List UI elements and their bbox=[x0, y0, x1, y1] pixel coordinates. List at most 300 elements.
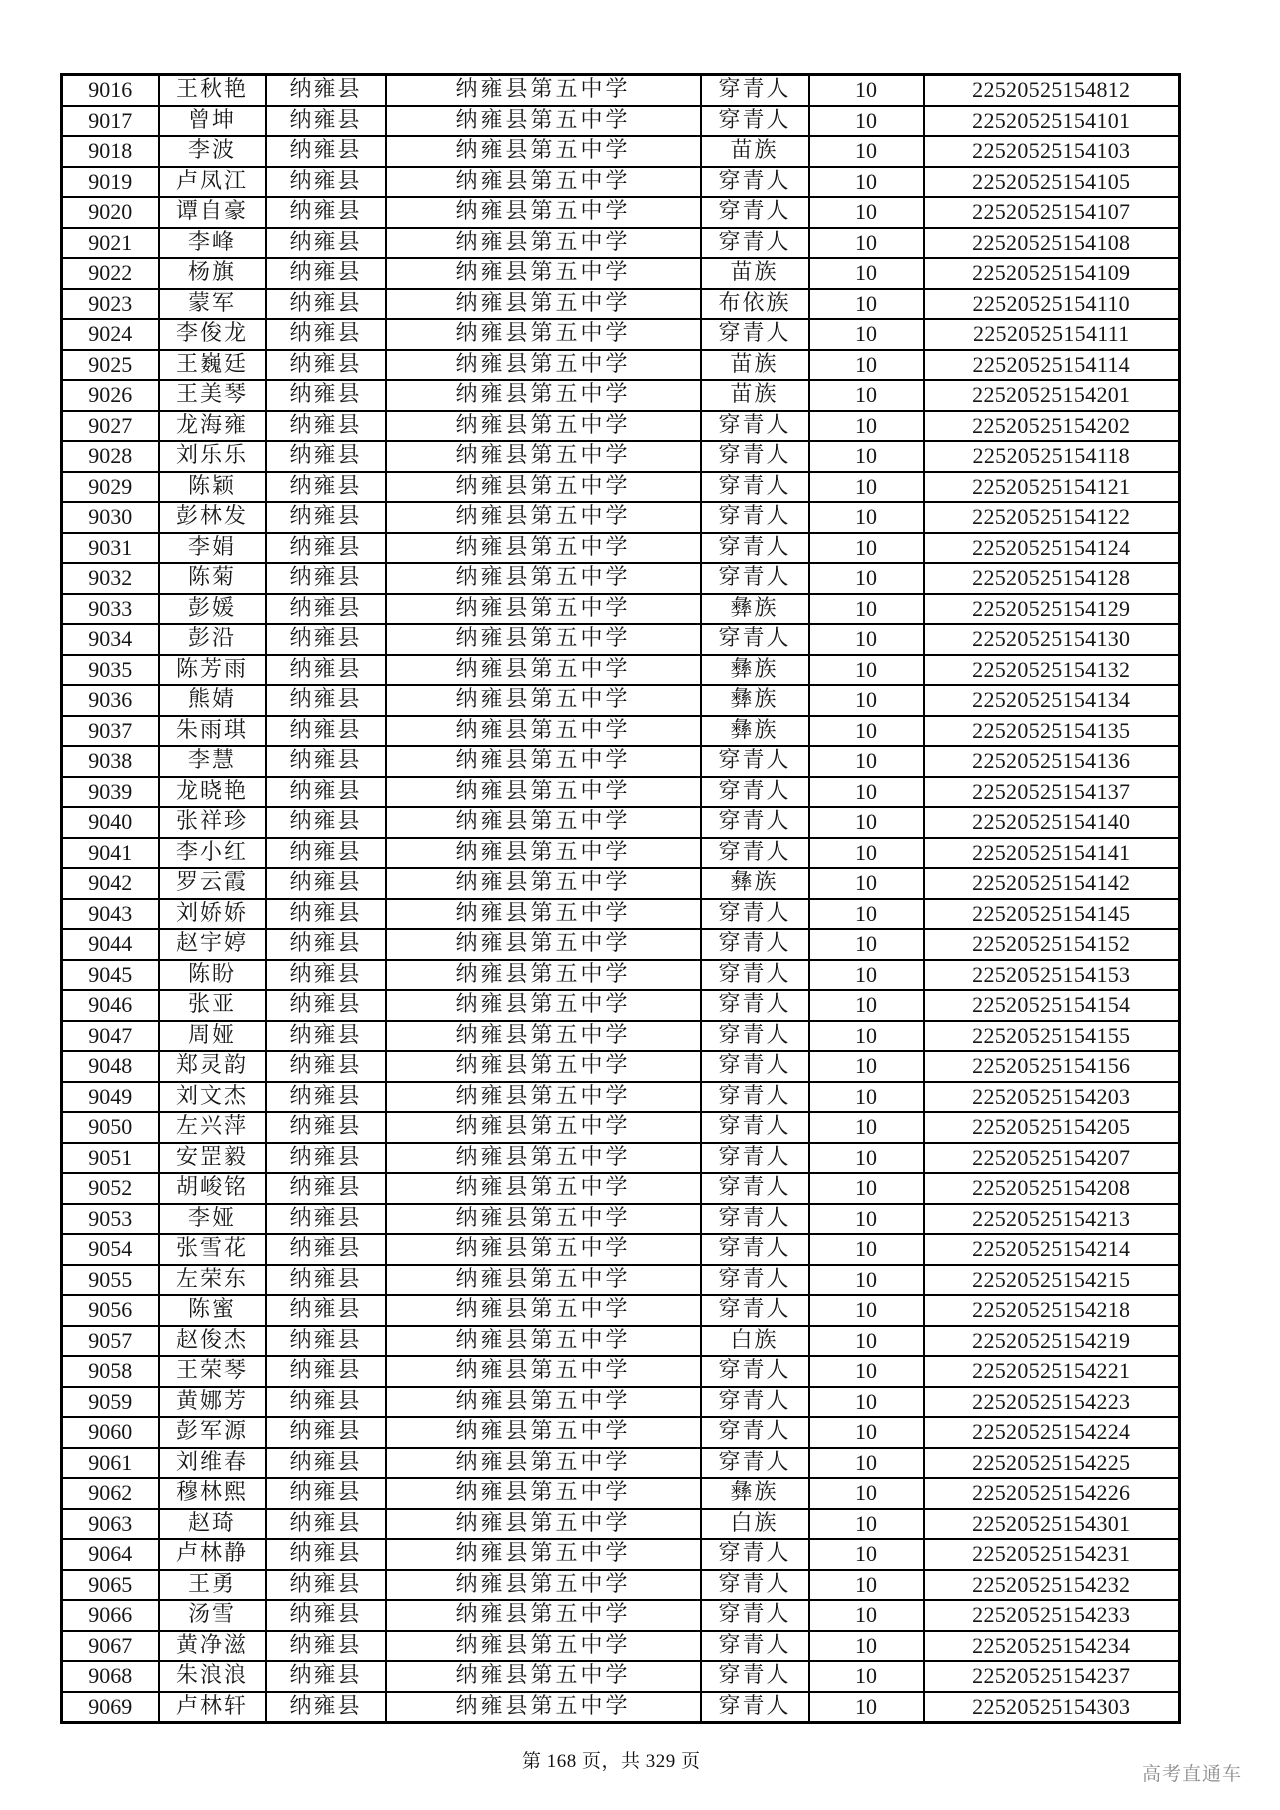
table-row bbox=[62, 1387, 1180, 1418]
student-name-cell: 刘文杰 bbox=[159, 1082, 266, 1113]
grade-cell: 10 bbox=[809, 1112, 924, 1143]
row-number-cell: 9035 bbox=[62, 655, 159, 686]
school-cell: 纳雍县第五中学 bbox=[386, 350, 701, 381]
ethnicity-cell: 穿青人 bbox=[701, 1661, 809, 1692]
student-name-cell: 赵宇婷 bbox=[159, 929, 266, 960]
grade-cell: 10 bbox=[809, 624, 924, 655]
row-number-cell: 9055 bbox=[62, 1265, 159, 1296]
ethnicity-cell: 穿青人 bbox=[701, 228, 809, 259]
school-cell: 纳雍县第五中学 bbox=[386, 777, 701, 808]
page-number-footer: 第 168 页，共 329 页 bbox=[522, 1751, 701, 1772]
grade-cell: 10 bbox=[809, 289, 924, 320]
school-cell: 纳雍县第五中学 bbox=[386, 380, 701, 411]
student-name-cell: 王美琴 bbox=[159, 380, 266, 411]
table-row bbox=[62, 136, 1180, 167]
student-name-cell: 卢凤江 bbox=[159, 167, 266, 198]
table-row bbox=[62, 868, 1180, 899]
ethnicity-cell: 白族 bbox=[701, 1326, 809, 1357]
student-name-cell: 穆林熙 bbox=[159, 1478, 266, 1509]
county-cell: 纳雍县 bbox=[266, 380, 386, 411]
school-cell: 纳雍县第五中学 bbox=[386, 563, 701, 594]
row-number-cell: 9020 bbox=[62, 197, 159, 228]
grade-cell: 10 bbox=[809, 106, 924, 137]
table-row bbox=[62, 1570, 1180, 1601]
county-cell: 纳雍县 bbox=[266, 990, 386, 1021]
school-cell: 纳雍县第五中学 bbox=[386, 1478, 701, 1509]
table-row bbox=[62, 289, 1180, 320]
school-cell: 纳雍县第五中学 bbox=[386, 1082, 701, 1113]
ethnicity-cell: 穿青人 bbox=[701, 1448, 809, 1479]
grade-cell: 10 bbox=[809, 1448, 924, 1479]
grade-cell: 10 bbox=[809, 1570, 924, 1601]
exam-id-cell: 22520525154145 bbox=[924, 899, 1180, 930]
grade-cell: 10 bbox=[809, 777, 924, 808]
county-cell: 纳雍县 bbox=[266, 1204, 386, 1235]
school-cell: 纳雍县第五中学 bbox=[386, 1448, 701, 1479]
exam-id-cell: 22520525154105 bbox=[924, 167, 1180, 198]
exam-id-cell: 22520525154124 bbox=[924, 533, 1180, 564]
county-cell: 纳雍县 bbox=[266, 1600, 386, 1631]
student-name-cell: 李俊龙 bbox=[159, 319, 266, 350]
student-name-cell: 刘维春 bbox=[159, 1448, 266, 1479]
county-cell: 纳雍县 bbox=[266, 1417, 386, 1448]
grade-cell: 10 bbox=[809, 746, 924, 777]
school-cell: 纳雍县第五中学 bbox=[386, 1692, 701, 1723]
county-cell: 纳雍县 bbox=[266, 1234, 386, 1265]
ethnicity-cell: 穿青人 bbox=[701, 411, 809, 442]
county-cell: 纳雍县 bbox=[266, 258, 386, 289]
county-cell: 纳雍县 bbox=[266, 838, 386, 869]
school-cell: 纳雍县第五中学 bbox=[386, 1173, 701, 1204]
school-cell: 纳雍县第五中学 bbox=[386, 746, 701, 777]
exam-id-cell: 22520525154301 bbox=[924, 1509, 1180, 1540]
table-row bbox=[62, 777, 1180, 808]
student-name-cell: 朱浪浪 bbox=[159, 1661, 266, 1692]
row-number-cell: 9063 bbox=[62, 1509, 159, 1540]
ethnicity-cell: 穿青人 bbox=[701, 533, 809, 564]
row-number-cell: 9036 bbox=[62, 685, 159, 716]
student-name-cell: 彭林发 bbox=[159, 502, 266, 533]
ethnicity-cell: 穿青人 bbox=[701, 1143, 809, 1174]
grade-cell: 10 bbox=[809, 350, 924, 381]
student-name-cell: 郑灵韵 bbox=[159, 1051, 266, 1082]
student-name-cell: 朱雨琪 bbox=[159, 716, 266, 747]
grade-cell: 10 bbox=[809, 1631, 924, 1662]
student-name-cell: 曾坤 bbox=[159, 106, 266, 137]
row-number-cell: 9046 bbox=[62, 990, 159, 1021]
school-cell: 纳雍县第五中学 bbox=[386, 75, 701, 106]
exam-id-cell: 22520525154213 bbox=[924, 1204, 1180, 1235]
table-row bbox=[62, 1082, 1180, 1113]
row-number-cell: 9064 bbox=[62, 1539, 159, 1570]
exam-id-cell: 22520525154137 bbox=[924, 777, 1180, 808]
exam-id-cell: 22520525154237 bbox=[924, 1661, 1180, 1692]
table-row bbox=[62, 1692, 1180, 1723]
county-cell: 纳雍县 bbox=[266, 777, 386, 808]
ethnicity-cell: 穿青人 bbox=[701, 472, 809, 503]
grade-cell: 10 bbox=[809, 838, 924, 869]
table-row bbox=[62, 1356, 1180, 1387]
student-name-cell: 陈盼 bbox=[159, 960, 266, 991]
row-number-cell: 9026 bbox=[62, 380, 159, 411]
school-cell: 纳雍县第五中学 bbox=[386, 1143, 701, 1174]
school-cell: 纳雍县第五中学 bbox=[386, 594, 701, 625]
student-name-cell: 李峰 bbox=[159, 228, 266, 259]
grade-cell: 10 bbox=[809, 1295, 924, 1326]
county-cell: 纳雍县 bbox=[266, 136, 386, 167]
ethnicity-cell: 苗族 bbox=[701, 350, 809, 381]
exam-id-cell: 22520525154111 bbox=[924, 319, 1180, 350]
row-number-cell: 9053 bbox=[62, 1204, 159, 1235]
county-cell: 纳雍县 bbox=[266, 1570, 386, 1601]
row-number-cell: 9018 bbox=[62, 136, 159, 167]
school-cell: 纳雍县第五中学 bbox=[386, 472, 701, 503]
table-row bbox=[62, 990, 1180, 1021]
table-row bbox=[62, 746, 1180, 777]
row-number-cell: 9060 bbox=[62, 1417, 159, 1448]
school-cell: 纳雍县第五中学 bbox=[386, 533, 701, 564]
exam-id-cell: 22520525154233 bbox=[924, 1600, 1180, 1631]
grade-cell: 10 bbox=[809, 1204, 924, 1235]
student-name-cell: 李娅 bbox=[159, 1204, 266, 1235]
county-cell: 纳雍县 bbox=[266, 868, 386, 899]
grade-cell: 10 bbox=[809, 502, 924, 533]
row-number-cell: 9040 bbox=[62, 807, 159, 838]
exam-id-cell: 22520525154141 bbox=[924, 838, 1180, 869]
county-cell: 纳雍县 bbox=[266, 655, 386, 686]
school-cell: 纳雍县第五中学 bbox=[386, 1021, 701, 1052]
student-name-cell: 陈蜜 bbox=[159, 1295, 266, 1326]
ethnicity-cell: 苗族 bbox=[701, 258, 809, 289]
table-row bbox=[62, 563, 1180, 594]
exam-id-cell: 22520525154219 bbox=[924, 1326, 1180, 1357]
table-row bbox=[62, 1661, 1180, 1692]
county-cell: 纳雍县 bbox=[266, 350, 386, 381]
exam-id-cell: 22520525154140 bbox=[924, 807, 1180, 838]
grade-cell: 10 bbox=[809, 136, 924, 167]
row-number-cell: 9019 bbox=[62, 167, 159, 198]
exam-id-cell: 22520525154153 bbox=[924, 960, 1180, 991]
student-name-cell: 胡峻铭 bbox=[159, 1173, 266, 1204]
student-name-cell: 杨旗 bbox=[159, 258, 266, 289]
school-cell: 纳雍县第五中学 bbox=[386, 258, 701, 289]
ethnicity-cell: 彝族 bbox=[701, 594, 809, 625]
exam-id-cell: 22520525154107 bbox=[924, 197, 1180, 228]
row-number-cell: 9033 bbox=[62, 594, 159, 625]
school-cell: 纳雍县第五中学 bbox=[386, 1112, 701, 1143]
county-cell: 纳雍县 bbox=[266, 167, 386, 198]
exam-id-cell: 22520525154225 bbox=[924, 1448, 1180, 1479]
student-name-cell: 王勇 bbox=[159, 1570, 266, 1601]
school-cell: 纳雍县第五中学 bbox=[386, 228, 701, 259]
ethnicity-cell: 穿青人 bbox=[701, 197, 809, 228]
county-cell: 纳雍县 bbox=[266, 1356, 386, 1387]
table-row bbox=[62, 1478, 1180, 1509]
county-cell: 纳雍县 bbox=[266, 472, 386, 503]
student-name-cell: 李慧 bbox=[159, 746, 266, 777]
ethnicity-cell: 布依族 bbox=[701, 289, 809, 320]
ethnicity-cell: 穿青人 bbox=[701, 1417, 809, 1448]
grade-cell: 10 bbox=[809, 1356, 924, 1387]
county-cell: 纳雍县 bbox=[266, 899, 386, 930]
school-cell: 纳雍县第五中学 bbox=[386, 411, 701, 442]
row-number-cell: 9051 bbox=[62, 1143, 159, 1174]
ethnicity-cell: 穿青人 bbox=[701, 990, 809, 1021]
ethnicity-cell: 穿青人 bbox=[701, 1082, 809, 1113]
table-row bbox=[62, 1600, 1180, 1631]
grade-cell: 10 bbox=[809, 1509, 924, 1540]
table-row bbox=[62, 197, 1180, 228]
ethnicity-cell: 穿青人 bbox=[701, 1692, 809, 1723]
grade-cell: 10 bbox=[809, 685, 924, 716]
row-number-cell: 9037 bbox=[62, 716, 159, 747]
table-row bbox=[62, 716, 1180, 747]
ethnicity-cell: 穿青人 bbox=[701, 1295, 809, 1326]
row-number-cell: 9021 bbox=[62, 228, 159, 259]
ethnicity-cell: 穿青人 bbox=[701, 1570, 809, 1601]
exam-id-cell: 22520525154234 bbox=[924, 1631, 1180, 1662]
ethnicity-cell: 穿青人 bbox=[701, 563, 809, 594]
row-number-cell: 9048 bbox=[62, 1051, 159, 1082]
ethnicity-cell: 穿青人 bbox=[701, 1173, 809, 1204]
school-cell: 纳雍县第五中学 bbox=[386, 685, 701, 716]
county-cell: 纳雍县 bbox=[266, 75, 386, 106]
school-cell: 纳雍县第五中学 bbox=[386, 1509, 701, 1540]
row-number-cell: 9065 bbox=[62, 1570, 159, 1601]
county-cell: 纳雍县 bbox=[266, 289, 386, 320]
exam-id-cell: 22520525154232 bbox=[924, 1570, 1180, 1601]
county-cell: 纳雍县 bbox=[266, 1326, 386, 1357]
table-row bbox=[62, 106, 1180, 137]
table-row bbox=[62, 960, 1180, 991]
county-cell: 纳雍县 bbox=[266, 1021, 386, 1052]
school-cell: 纳雍县第五中学 bbox=[386, 502, 701, 533]
school-cell: 纳雍县第五中学 bbox=[386, 319, 701, 350]
school-cell: 纳雍县第五中学 bbox=[386, 716, 701, 747]
exam-id-cell: 22520525154109 bbox=[924, 258, 1180, 289]
exam-id-cell: 22520525154207 bbox=[924, 1143, 1180, 1174]
county-cell: 纳雍县 bbox=[266, 1661, 386, 1692]
student-name-cell: 陈颖 bbox=[159, 472, 266, 503]
grade-cell: 10 bbox=[809, 380, 924, 411]
school-cell: 纳雍县第五中学 bbox=[386, 624, 701, 655]
grade-cell: 10 bbox=[809, 228, 924, 259]
county-cell: 纳雍县 bbox=[266, 929, 386, 960]
student-name-cell: 陈芳雨 bbox=[159, 655, 266, 686]
exam-id-cell: 22520525154226 bbox=[924, 1478, 1180, 1509]
exam-id-cell: 22520525154215 bbox=[924, 1265, 1180, 1296]
table-row bbox=[62, 624, 1180, 655]
row-number-cell: 9024 bbox=[62, 319, 159, 350]
student-name-cell: 安罡毅 bbox=[159, 1143, 266, 1174]
school-cell: 纳雍县第五中学 bbox=[386, 899, 701, 930]
school-cell: 纳雍县第五中学 bbox=[386, 1051, 701, 1082]
ethnicity-cell: 穿青人 bbox=[701, 1234, 809, 1265]
school-cell: 纳雍县第五中学 bbox=[386, 167, 701, 198]
grade-cell: 10 bbox=[809, 929, 924, 960]
county-cell: 纳雍县 bbox=[266, 1173, 386, 1204]
ethnicity-cell: 穿青人 bbox=[701, 319, 809, 350]
county-cell: 纳雍县 bbox=[266, 441, 386, 472]
student-name-cell: 张祥珍 bbox=[159, 807, 266, 838]
grade-cell: 10 bbox=[809, 1143, 924, 1174]
student-name-cell: 李小红 bbox=[159, 838, 266, 869]
table-row bbox=[62, 1417, 1180, 1448]
county-cell: 纳雍县 bbox=[266, 1387, 386, 1418]
row-number-cell: 9059 bbox=[62, 1387, 159, 1418]
ethnicity-cell: 穿青人 bbox=[701, 746, 809, 777]
school-cell: 纳雍县第五中学 bbox=[386, 1295, 701, 1326]
table-row bbox=[62, 1051, 1180, 1082]
grade-cell: 10 bbox=[809, 75, 924, 106]
ethnicity-cell: 彝族 bbox=[701, 655, 809, 686]
school-cell: 纳雍县第五中学 bbox=[386, 1631, 701, 1662]
row-number-cell: 9062 bbox=[62, 1478, 159, 1509]
student-name-cell: 蒙军 bbox=[159, 289, 266, 320]
ethnicity-cell: 彝族 bbox=[701, 1478, 809, 1509]
county-cell: 纳雍县 bbox=[266, 1478, 386, 1509]
exam-id-cell: 22520525154156 bbox=[924, 1051, 1180, 1082]
exam-id-cell: 22520525154110 bbox=[924, 289, 1180, 320]
table-row bbox=[62, 319, 1180, 350]
table-row bbox=[62, 411, 1180, 442]
county-cell: 纳雍县 bbox=[266, 1295, 386, 1326]
school-cell: 纳雍县第五中学 bbox=[386, 838, 701, 869]
student-name-cell: 左兴萍 bbox=[159, 1112, 266, 1143]
school-cell: 纳雍县第五中学 bbox=[386, 1661, 701, 1692]
ethnicity-cell: 穿青人 bbox=[701, 1600, 809, 1631]
row-number-cell: 9069 bbox=[62, 1692, 159, 1723]
row-number-cell: 9054 bbox=[62, 1234, 159, 1265]
grade-cell: 10 bbox=[809, 1234, 924, 1265]
exam-id-cell: 22520525154205 bbox=[924, 1112, 1180, 1143]
school-cell: 纳雍县第五中学 bbox=[386, 1234, 701, 1265]
grade-cell: 10 bbox=[809, 1692, 924, 1723]
county-cell: 纳雍县 bbox=[266, 1112, 386, 1143]
exam-id-cell: 22520525154136 bbox=[924, 746, 1180, 777]
student-name-cell: 王荣琴 bbox=[159, 1356, 266, 1387]
row-number-cell: 9043 bbox=[62, 899, 159, 930]
table-row bbox=[62, 1143, 1180, 1174]
county-cell: 纳雍县 bbox=[266, 1143, 386, 1174]
table-row bbox=[62, 502, 1180, 533]
row-number-cell: 9049 bbox=[62, 1082, 159, 1113]
student-name-cell: 谭自豪 bbox=[159, 197, 266, 228]
grade-cell: 10 bbox=[809, 258, 924, 289]
ethnicity-cell: 穿青人 bbox=[701, 1631, 809, 1662]
exam-id-cell: 22520525154108 bbox=[924, 228, 1180, 259]
grade-cell: 10 bbox=[809, 563, 924, 594]
grade-cell: 10 bbox=[809, 441, 924, 472]
student-name-cell: 赵俊杰 bbox=[159, 1326, 266, 1357]
exam-id-cell: 22520525154132 bbox=[924, 655, 1180, 686]
grade-cell: 10 bbox=[809, 1265, 924, 1296]
table-row bbox=[62, 350, 1180, 381]
row-number-cell: 9045 bbox=[62, 960, 159, 991]
exam-id-cell: 22520525154152 bbox=[924, 929, 1180, 960]
student-name-cell: 彭媛 bbox=[159, 594, 266, 625]
grade-cell: 10 bbox=[809, 411, 924, 442]
ethnicity-cell: 白族 bbox=[701, 1509, 809, 1540]
student-name-cell: 左荣东 bbox=[159, 1265, 266, 1296]
school-cell: 纳雍县第五中学 bbox=[386, 136, 701, 167]
row-number-cell: 9031 bbox=[62, 533, 159, 564]
exam-id-cell: 22520525154142 bbox=[924, 868, 1180, 899]
table-row bbox=[62, 472, 1180, 503]
table-row bbox=[62, 1021, 1180, 1052]
grade-cell: 10 bbox=[809, 319, 924, 350]
exam-id-cell: 22520525154101 bbox=[924, 106, 1180, 137]
county-cell: 纳雍县 bbox=[266, 1082, 386, 1113]
ethnicity-cell: 苗族 bbox=[701, 136, 809, 167]
county-cell: 纳雍县 bbox=[266, 1631, 386, 1662]
table-row bbox=[62, 1295, 1180, 1326]
county-cell: 纳雍县 bbox=[266, 1051, 386, 1082]
county-cell: 纳雍县 bbox=[266, 1265, 386, 1296]
exam-id-cell: 22520525154214 bbox=[924, 1234, 1180, 1265]
ethnicity-cell: 穿青人 bbox=[701, 441, 809, 472]
table-row bbox=[62, 1265, 1180, 1296]
exam-id-cell: 22520525154223 bbox=[924, 1387, 1180, 1418]
student-name-cell: 汤雪 bbox=[159, 1600, 266, 1631]
ethnicity-cell: 穿青人 bbox=[701, 899, 809, 930]
row-number-cell: 9052 bbox=[62, 1173, 159, 1204]
row-number-cell: 9042 bbox=[62, 868, 159, 899]
student-name-cell: 龙海雍 bbox=[159, 411, 266, 442]
row-number-cell: 9056 bbox=[62, 1295, 159, 1326]
row-number-cell: 9032 bbox=[62, 563, 159, 594]
county-cell: 纳雍县 bbox=[266, 228, 386, 259]
student-name-cell: 龙晓艳 bbox=[159, 777, 266, 808]
ethnicity-cell: 穿青人 bbox=[701, 1051, 809, 1082]
exam-id-cell: 22520525154130 bbox=[924, 624, 1180, 655]
student-name-cell: 彭沿 bbox=[159, 624, 266, 655]
ethnicity-cell: 穿青人 bbox=[701, 624, 809, 655]
grade-cell: 10 bbox=[809, 1173, 924, 1204]
county-cell: 纳雍县 bbox=[266, 746, 386, 777]
county-cell: 纳雍县 bbox=[266, 807, 386, 838]
row-number-cell: 9027 bbox=[62, 411, 159, 442]
exam-id-cell: 22520525154218 bbox=[924, 1295, 1180, 1326]
table-row bbox=[62, 1509, 1180, 1540]
exam-id-cell: 22520525154221 bbox=[924, 1356, 1180, 1387]
ethnicity-cell: 穿青人 bbox=[701, 1265, 809, 1296]
student-name-cell: 李波 bbox=[159, 136, 266, 167]
student-name-cell: 彭军源 bbox=[159, 1417, 266, 1448]
grade-cell: 10 bbox=[809, 990, 924, 1021]
grade-cell: 10 bbox=[809, 807, 924, 838]
table-row bbox=[62, 929, 1180, 960]
exam-id-cell: 22520525154118 bbox=[924, 441, 1180, 472]
student-name-cell: 黄娜芳 bbox=[159, 1387, 266, 1418]
row-number-cell: 9017 bbox=[62, 106, 159, 137]
exam-id-cell: 22520525154201 bbox=[924, 380, 1180, 411]
county-cell: 纳雍县 bbox=[266, 502, 386, 533]
row-number-cell: 9041 bbox=[62, 838, 159, 869]
exam-id-cell: 22520525154203 bbox=[924, 1082, 1180, 1113]
row-number-cell: 9030 bbox=[62, 502, 159, 533]
table-row bbox=[62, 75, 1180, 106]
county-cell: 纳雍县 bbox=[266, 1539, 386, 1570]
school-cell: 纳雍县第五中学 bbox=[386, 1417, 701, 1448]
row-number-cell: 9016 bbox=[62, 75, 159, 106]
school-cell: 纳雍县第五中学 bbox=[386, 1570, 701, 1601]
student-name-cell: 李娟 bbox=[159, 533, 266, 564]
school-cell: 纳雍县第五中学 bbox=[386, 929, 701, 960]
grade-cell: 10 bbox=[809, 472, 924, 503]
school-cell: 纳雍县第五中学 bbox=[386, 655, 701, 686]
county-cell: 纳雍县 bbox=[266, 533, 386, 564]
